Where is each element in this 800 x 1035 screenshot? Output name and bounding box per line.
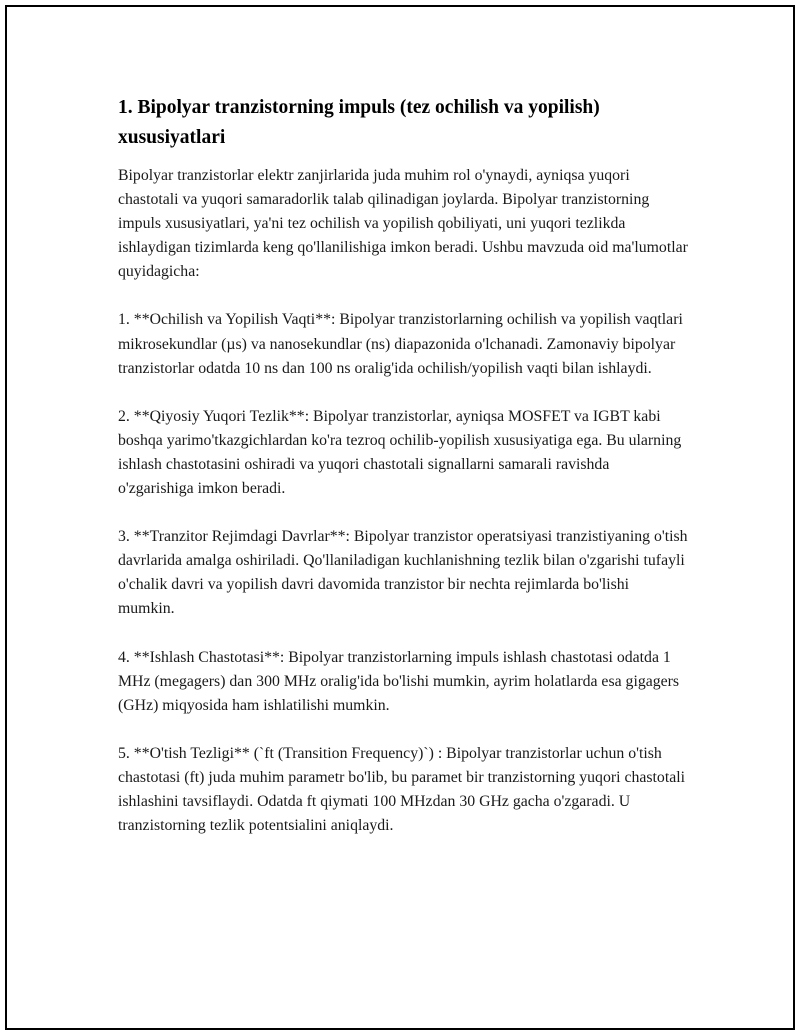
list-item-3: 3. **Tranzitor Rejimdagi Davrlar**: Bipolyar tranzistor operatsiyasi tranzistiyaning o'tish davrlarida amalga oshiriladi. Qo'llaniladigan kuchlanishning tezlik bilan o'zgarishi tufayli o'chalik davri va yopilish davri davomida tranzistor bir nechta rejimlarda bo'lishi mumkin. [118,528,688,618]
document-heading: 1. Bipolyar tranzistorning impuls (tez ochilish va yopilish) xususiyatlari [118,97,600,148]
paragraph-gap [118,381,688,405]
list-item-4: 4. **Ishlash Chastotasi**: Bipolyar tranzistorlarning impuls ishlash chastotasi odatda 1 MHz (megagers) dan 300 MHz oralig'ida bo'lishi mumkin, ayrim holatlarda esa gigagers (GHz) miqyosida ham ishlatilishi mumkin. [118,648,680,714]
list-item-5: 5. **O'tish Tezligi** (`ft (Transition Frequency)`) : Bipolyar tranzistorlar uchun o'tish chastotasi (ft) juda muhim parametr bo'lib, bu paramet bir tranzistorning yuqori chastotali ishlashini tavsiflaydi. Odatda ft qiymati 100 MHzdan 30 GHz gacha o'zgaradi. U tranzistorning tezlik potentsialini aniqlaydi. [118,744,685,835]
intro-paragraph: Bipolyar tranzistorlar elektr zanjirlarida juda muhim rol o'ynaydi, ayniqsa yuqori chastotali va yuqori samaradorlik talab qilinadigan joylarda. Bipolyar tranzistorning impuls xususiyatlari, ya'ni tez ochilish va yopilish qobiliyati, uni yuqori tezlikda ishlaydigan tizimlarda keng qo'llanilishiga imkon beradi. Ushbu mavzuda oid ma'lumotlar quyidagicha: [118,167,688,281]
document-body [118,93,688,838]
list-item-2: 2. **Qiyosiy Yuqori Tezlik**: Bipolyar tranzistorlar, ayniqsa MOSFET va IGBT kabi boshqa yarimo'tkazgichlardan ko'ra tezroq ochilib-yopilish xususiyatiga ega. Bu ularning ishlash chastotasini oshiradi va yuqori chastotali signallarni samarali ravishda o'zgarishiga imkon beradi. [118,407,682,498]
paragraph-gap [118,622,688,646]
list-item-1: 1. **Ochilish va Yopilish Vaqti**: Bipolyar tranzistorlarning ochilish va yopilish vaqtlari mikrosekundlar (µs) va nanosekundlar (ns) diapazonida o'lchanadi. Zamonaviy bipolyar tranzistorlar odatda 10 ns dan 100 ns oralig'ida ochilish/yopilish vaqti bilan ishlaydi. [118,311,683,377]
paragraph-gap [118,501,688,525]
paragraph-gap [118,284,688,308]
paragraph-gap [118,718,688,742]
